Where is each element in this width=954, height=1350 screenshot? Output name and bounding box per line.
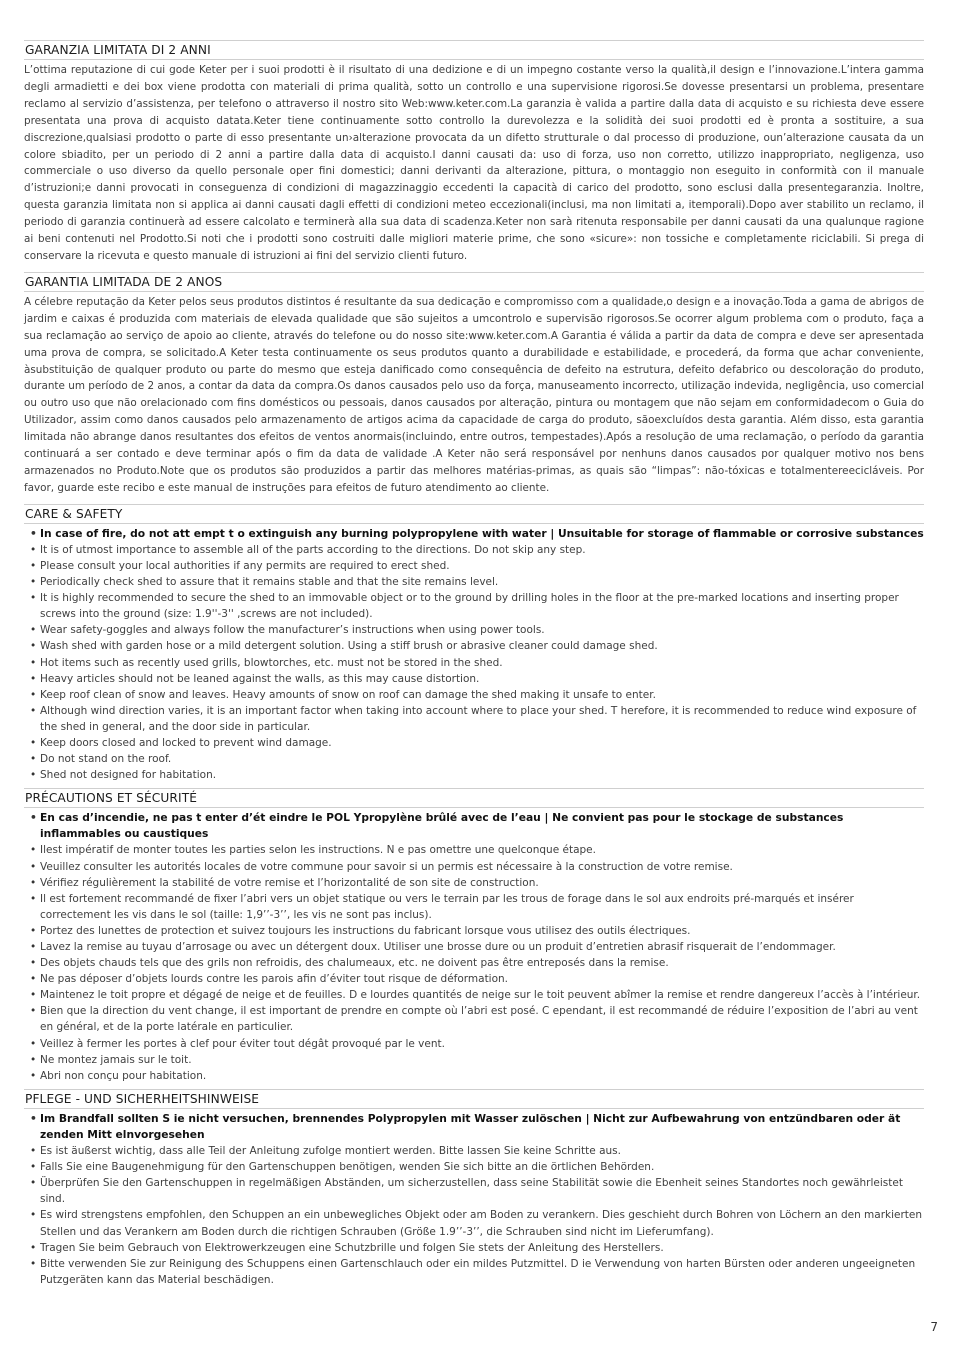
list-item: • Überprüfen Sie den Gartenschuppen in regelmäßigen Abständen, um sicherzustellen, dass seine Stabilität sowie die Ebenheit seines Standortes noch gewährleistet sind.: [24, 1175, 924, 1207]
list-item: • Please consult your local authorities if any permits are required to erect shed.: [24, 558, 924, 574]
list-item: • Bitte verwenden Sie zur Reinigung des Schuppens einen Gartenschlauch oder ein mildes Putzmittel. D ie Verwendung von harten Bürsten oder anderen ungeeigneten Putzgeräten kann das Material beschädigen.: [24, 1256, 924, 1288]
bullet-list: [24, 526, 924, 784]
list-item: • Im Brandfall sollten S ie nicht versuchen, brennendes Polypropylen mit Wasser zulöschen | Nicht zur Aufbewahrung von entzündbaren oder ät zenden Mitt elnvorgesehen: [24, 1111, 924, 1143]
list-item: • Ne pas déposer d’objets lourds contre les parois afin d’éviter tout risque de déformation.: [24, 971, 924, 987]
page-number: 7: [930, 1320, 938, 1334]
list-item: • Vérifiez régulièrement la stabilité de votre remise et l’horizontalité de son site de construction.: [24, 875, 924, 891]
list-item: • It is of utmost importance to assemble all of the parts according to the directions. Do not skip any step.: [24, 542, 924, 558]
section-care-safety: [24, 504, 924, 784]
list-item: • Falls Sie eine Baugenehmigung für den Gartenschuppen benötigen, wenden Sie sich bitte an die örtlichen Behörden.: [24, 1159, 924, 1175]
document-page: [24, 40, 924, 1293]
list-item: • Ilest impératif de monter toutes les parties selon les instructions. N e pas omettre une quelconque étape.: [24, 842, 924, 858]
list-item: • Shed not designed for habitation.: [24, 767, 924, 783]
list-item: • Lavez la remise au tuyau d’arrosage ou avec un détergent doux. Utiliser une brosse dure ou un produit d’entretien abrasif risquerait de l’endommager.: [24, 939, 924, 955]
section-heading: CARE & SAFETY: [24, 504, 924, 524]
section-paragraph: L’ottima reputazione di cui gode Keter per i suoi prodotti è il risultato di una dedizione e di un impegno costante verso la qualità,il design e l’innovazione.L’intera gamma degli armadietti e dei box viene prodotta con materiali di prima qualità, sotto un controllo e una supervisione rigorosi.Se dovesse presentarsi un problema, presentare reclamo al servizio d’assistenza, per telefono o attraverso il nostro sito Web:www.keter.com.La garanzia è valida a partire dalla data di acquisto e su richiesta deve essere presentata una prova di acquisto datata.Keter tiene continuamente sotto controllo la durevolezza e la solidità dei suoi prodotti ed è pronta a sostituire, a sua discrezione,qualsiasi prodotto o parte di esso presentante un›alterazione provocata da un difetto strutturale o dal processo di produzione, oun’alterazione causata da un colore sbiadito, per un periodo di 2 anni a partire dalla data di acquisto.I danni causati da: uso di forza, uso non corretto, utilizzo inappropriato, negligenza, uso commerciale o uso diverso da quello personale oper fini domestici; danni derivanti da alterazione, pittura, o montaggio non eseguito in conformità con il manuale d’istruzioni;e danni provocati in conseguenza di condizioni di magazzinaggio eccedenti la capacità di carico del prodotto, sono esclusi dalla presentegaranzia. Inoltre, questa garanzia limitata non si applica ai danni causati dagli effetti di condizioni meteo eccezionali(inclusi, ma non limitati a, itemporali).Dopo aver stabilito un reclamo, il periodo di garanzia continuerà ad essere calcolato e terminerà alla sua data di scadenza.Keter non sarà ritenuta responsabile per danni causati da una qualunque ragione ai beni contenuti nel Prodotto.Si noti che i prodotti sono costruiti dalle migliori materie prime, che sono «sicure»: non tossiche e completamente riciclabili. Si prega di conservare la ricevuta e questo manuale di istruzioni ai fini del servizio clienti futuro.: [24, 64, 924, 262]
list-item: • Periodically check shed to assure that it remains stable and that the site remains level.: [24, 574, 924, 590]
list-item: • Veuillez consulter les autorités locales de votre commune pour savoir si un permis est nécessaire à la construction de votre remise.: [24, 859, 924, 875]
list-item: • Wash shed with garden hose or a mild detergent solution. Using a stiff brush or abrasive cleaner could damage shed.: [24, 638, 924, 654]
list-item: • Abri non conçu pour habitation.: [24, 1068, 924, 1084]
section-precautions: [24, 788, 924, 1084]
list-item: • Ne montez jamais sur le toit.: [24, 1052, 924, 1068]
list-item: • Although wind direction varies, it is an important factor when taking into account where to place your shed. T herefore, it is recommended to reduce wind exposure of the shed in general, and the door side in particular.: [24, 703, 924, 735]
section-garantia: [24, 272, 924, 497]
list-item: • Do not stand on the roof.: [24, 751, 924, 767]
list-item: • Es wird strengstens empfohlen, den Schuppen an ein unbewegliches Objekt oder am Boden zu verankern. Dies geschieht durch Bohren von Löchern an den markierten Stellen und das Verankern am Boden durch die richtigen Schrauben (Größe 1.9’’-3’’, die Schrauben sind nicht im Lieferumfang).: [24, 1207, 924, 1239]
bullet-list: [24, 810, 924, 1084]
section-pflege: [24, 1089, 924, 1288]
section-heading: GARANTIA LIMITADA DE 2 ANOS: [24, 272, 924, 292]
list-item: • Keep doors closed and locked to prevent wind damage.: [24, 735, 924, 751]
section-heading: GARANZIA LIMITATA DI 2 ANNI: [24, 40, 924, 60]
bullet-list: [24, 1111, 924, 1288]
list-item: • En cas d’incendie, ne pas t enter d’ét eindre le POL Ypropylène brûlé avec de l’eau | Ne convient pas pour le stockage de substances inflammables ou caustiques: [24, 810, 924, 842]
list-item: • Bien que la direction du vent change, il est important de prendre en compte où l’abri est posé. C ependant, il est recommandé de réduire l’exposition de l’abri au vent en général, et de la porte latérale en particulier.: [24, 1003, 924, 1035]
list-item: • Es ist äußerst wichtig, dass alle Teil der Anleitung zufolge montiert werden. Bitte lassen Sie keine Schritte aus.: [24, 1143, 924, 1159]
list-item: • Des objets chauds tels que des grils non refroidis, des chalumeaux, etc. ne doivent pas être entreposés dans la remise.: [24, 955, 924, 971]
list-item: • Hot items such as recently used grills, blowtorches, etc. must not be stored in the shed.: [24, 655, 924, 671]
list-item: • In case of fire, do not att empt t o extinguish any burning polypropylene with water | Unsuitable for storage of flammable or corrosive substances: [24, 526, 924, 542]
list-item: • Heavy articles should not be leaned against the walls, as this may cause distortion.: [24, 671, 924, 687]
list-item: • Veillez à fermer les portes à clef pour éviter tout dégât provoqué par le vent.: [24, 1036, 924, 1052]
section-heading: PRÉCAUTIONS ET SÉCURITÉ: [24, 788, 924, 808]
list-item: • Il est fortement recommandé de fixer l’abri vers un objet statique ou vers le terrain par les trous de forage dans le sol aux endroits pré-marqués et insérer correctement les vis dans le sol (taille: 1,9’’-3’’, les vis ne sont pas inclus).: [24, 891, 924, 923]
list-item: • Keep roof clean of snow and leaves. Heavy amounts of snow on roof can damage the shed making it unsafe to enter.: [24, 687, 924, 703]
list-item: • It is highly recommended to secure the shed to an immovable object or to the ground by drilling holes in the floor at the pre-marked locations and inserting proper screws into the ground (size: 1.9''-3'' ,screws are not included).: [24, 590, 924, 622]
section-heading: PFLEGE - UND SICHERHEITSHINWEISE: [24, 1089, 924, 1109]
list-item: • Maintenez le toit propre et dégagé de neige et de feuilles. D e lourdes quantités de neige sur le toit peuvent abîmer la remise et rendre dangereux l’accès à l’intérieur.: [24, 987, 924, 1003]
list-item: • Wear safety-goggles and always follow the manufacturer’s instructions when using power tools.: [24, 622, 924, 638]
list-item: • Portez des lunettes de protection et suivez toujours les instructions du fabricant lorsque vous utilisez des outils électriques.: [24, 923, 924, 939]
section-paragraph: A célebre reputação da Keter pelos seus produtos distintos é resultante da sua dedicação e compromisso com a qualidade,o design e a inovação.Toda a gama de abrigos de jardim e caixas é produzida com materiais de elevada qualidade que são sujeitos a umcontrolo e supervisão rigorosos.Se ocorrer algum problema com o produto, faça a sua reclamação ao serviço de apoio ao cliente, através do telefone ou do nosso site:www.keter.com.A Garantia é válida a partir da data de compra e deve ser apresentada uma prova de compra, se solicitado.A Keter testa continuamente os seus produtos quanto a durabilidade e estabilidade, e procederá, da forma que achar conveniente, àsubstituição de qualquer produto ou parte do mesmo que esteja danificado como consequência de defeito na estrutura, defeito defabrico ou descoloração do produto, durante um período de 2 anos, a contar da data da compra.Os danos causados pelo uso da força, manuseamento incorrecto, utilização indevida, negligência, uso comercial ou outro uso que não orelacionado com fins domésticos ou pessoais, danos causados por alteração, pintura ou montagem que não sejam em conformidadecom o Guia do Utilizador, assim como danos causados pelo armazenamento de artigos acima da capacidade de carga do produto, sãoexcluídos desta garantia. Além disso, esta garantia limitada não abrange danos resultantes dos efeitos de ventos anormais(incluindo, entre outros, tempestades).Após a resolução de uma reclamação, o período da garantia continuará a ser contado e deve terminar após o fim da data de validade .A Keter não será responsável por nenhuns danos causados por qualquer motivo nos bens armazenados no Produto.Note que os produtos são produzidos a partir das melhores matérias-primas, as quais são “limpas”: não-tóxicas e totalmentereecicláveis. Por favor, guarde este recibo e este manual de instruções para efeitos de futuro atendimento ao cliente.: [24, 295, 924, 494]
section-garanzia: [24, 40, 924, 265]
list-item: • Tragen Sie beim Gebrauch von Elektrowerkzeugen eine Schutzbrille und folgen Sie stets der Anleitung des Herstellers.: [24, 1240, 924, 1256]
